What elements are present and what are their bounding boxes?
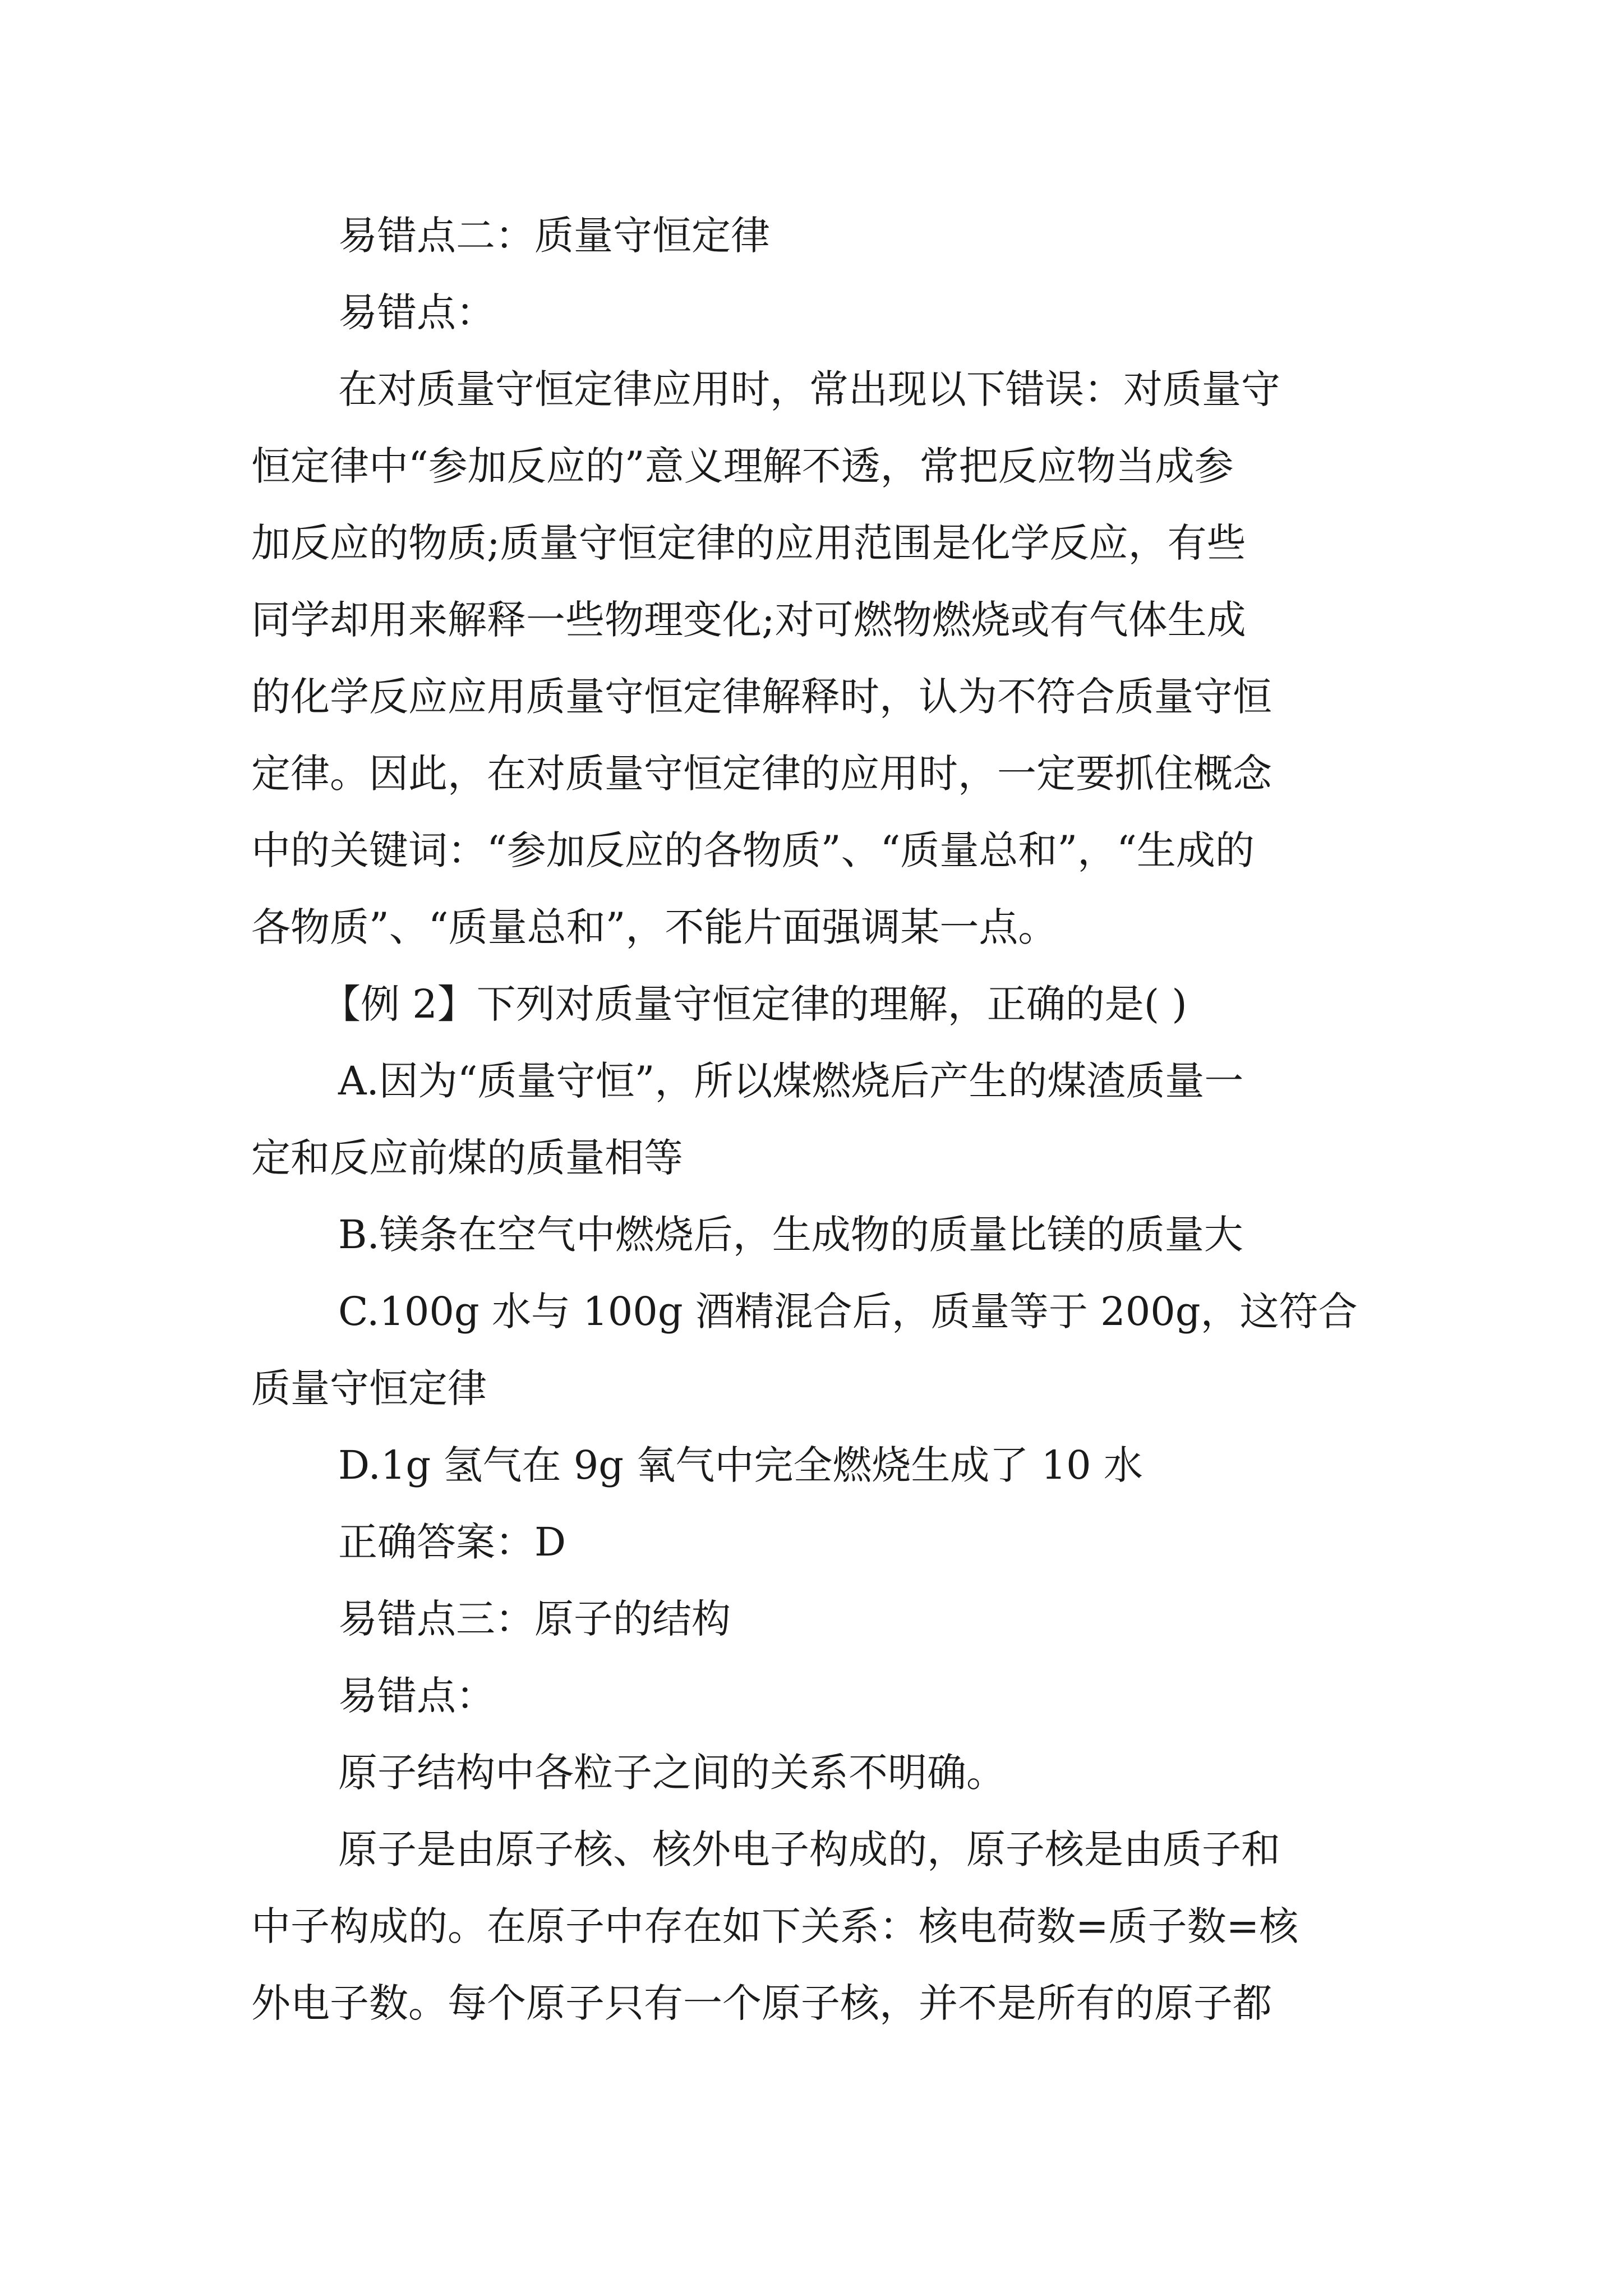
paragraph-3b [251, 1827, 1384, 2026]
correct-answer: 正确答案：D [338, 1519, 566, 1565]
section-heading-2: 易错点二：质量守恒定律 [338, 213, 770, 259]
text-line: 的化学反应应用质量守恒定律解释时，认为不符合质量守恒 [251, 674, 1272, 720]
option-c-continued: 质量守恒定律 [251, 1365, 487, 1411]
option-a: A.因为“质量守恒”，所以煤燃烧后产生的煤渣质量一 [338, 1058, 1244, 1104]
text-line: 中的关键词：“参加反应的各物质”、“质量总和”，“生成的 [251, 827, 1255, 873]
example-question: 【例 2】下列对质量守恒定律的理解，正确的是( ) [321, 981, 1187, 1027]
option-d: D.1g 氢气在 9g 氧气中完全燃烧生成了 10 水 [338, 1442, 1143, 1488]
option-b: B.镁条在空气中燃烧后，生成物的质量比镁的质量大 [338, 1212, 1243, 1258]
section-heading-3: 易错点三：原子的结构 [338, 1596, 731, 1642]
text-line: 同学却用来解释一些物理变化;对可燃物燃烧或有气体生成 [251, 597, 1246, 643]
text-line: 恒定律中“参加反应的”意义理解不透，常把反应物当成参 [251, 443, 1234, 489]
text-line: 加反应的物质;质量守恒定律的应用范围是化学反应，有些 [251, 520, 1246, 566]
example-2 [251, 982, 1384, 1565]
paragraph-3a: 原子结构中各粒子之间的关系不明确。 [338, 1750, 1006, 1796]
text-line: 中子构成的。在原子中存在如下关系：核电荷数=质子数=核 [251, 1903, 1299, 1949]
text-line: 外电子数。每个原子只有一个原子核，并不是所有的原子都 [251, 1980, 1272, 2026]
text-line: 各物质”、“质量总和”，不能片面强调某一点。 [251, 904, 1058, 950]
document-body [251, 213, 1384, 2026]
text-line: 原子是由原子核、核外电子构成的，原子核是由质子和 [338, 1826, 1280, 1872]
option-a-continued: 定和反应前煤的质量相等 [251, 1135, 683, 1181]
section-label-3: 易错点： [338, 1673, 495, 1719]
text-line: 定律。因此，在对质量守恒定律的应用时，一定要抓住概念 [251, 751, 1272, 797]
option-c: C.100g 水与 100g 酒精混合后，质量等于 200g，这符合 [338, 1289, 1358, 1335]
section-label-2: 易错点： [338, 289, 495, 335]
paragraph-2 [251, 367, 1384, 950]
text-line: 在对质量守恒定律应用时，常出现以下错误：对质量守 [338, 366, 1280, 412]
